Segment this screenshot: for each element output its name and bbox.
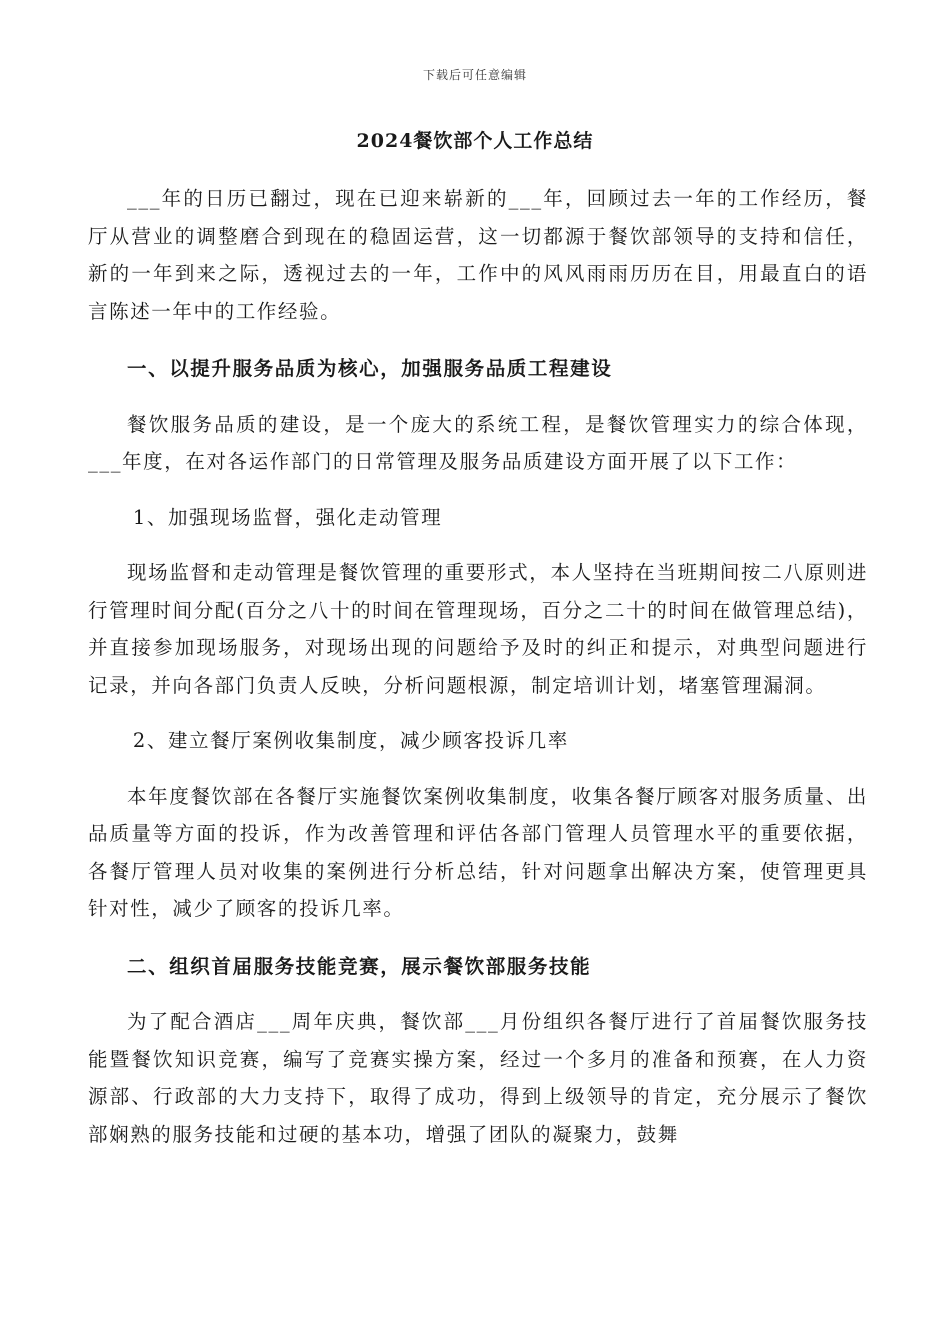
- intro-paragraph: ___年的日历已翻过，现在已迎来崭新的___年，回顾过去一年的工作经历，餐厅从营业的调整磨合到现在的稳固运营，这一切都源于餐饮部领导的支持和信任，新的一年到来之际，透视过去的一年，工作中的风风雨雨历历在目，用最直白的语言陈述一年中的工作经验。: [88, 187, 868, 323]
- section-heading-2: 二、组织首届服务技能竞赛，展示餐饮部服务技能: [127, 954, 592, 978]
- subsection-1-paragraph: 现场监督和走动管理是餐饮管理的重要形式，本人坚持在当班期间按二八原则进行管理时间分配(百分之八十的时间在管理现场，百分之二十的时间在做管理总结)，并直接参加现场服务，对现场出现的问题给予及时的纠正和提示，对典型问题进行记录，并向各部门负责人反映，分析问题根源，制定培训计划，堵塞管理漏洞。: [88, 561, 868, 697]
- subheading-2: 2、建立餐厅案例收集制度，减少顾客投诉几率: [132, 729, 569, 752]
- section-heading-1: 一、以提升服务品质为核心，加强服务品质工程建设: [127, 357, 613, 380]
- subsection-2-paragraph: 本年度餐饮部在各餐厅实施餐饮案例收集制度，收集各餐厅顾客对服务质量、出品质量等方面的投诉，作为改善管理和评估各部门管理人员管理水平的重要依据，各餐厅管理人员对收集的案例进行分析总结，针对问题拿出解决方案，使管理更具针对性，减少了顾客的投诉几率。: [88, 784, 868, 920]
- document-body: [88, 180, 868, 1153]
- subheading-1: 1、加强现场监督，强化走动管理: [132, 505, 443, 529]
- section-2-paragraph: 为了配合酒店___周年庆典，餐饮部___月份组织各餐厅进行了首届餐饮服务技能暨餐饮知识竞赛，编写了竞赛实操方案，经过一个多月的准备和预赛，在人力资源部、行政部的大力支持下，取得了成功，得到上级领导的肯定，充分展示了餐饮部娴熟的服务技能和过硬的基本功，增强了团队的凝聚力，鼓舞: [88, 1010, 868, 1146]
- header-note: 下载后可任意编辑: [422, 68, 527, 82]
- section-1-paragraph: 餐饮服务品质的建设，是一个庞大的系统工程，是餐饮管理实力的综合体现，___年度，在对各运作部门的日常管理及服务品质建设方面开展了以下工作：: [88, 412, 868, 473]
- document-title: 2024餐饮部个人工作总结: [356, 130, 594, 152]
